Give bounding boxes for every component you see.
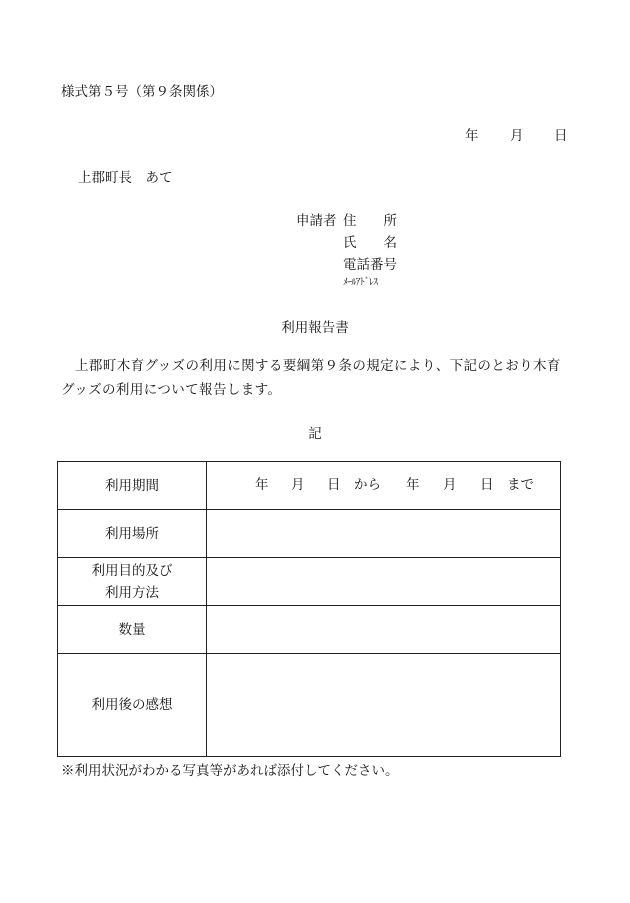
period-month2: 月 — [443, 477, 457, 493]
quantity-label: 数量 — [58, 606, 207, 654]
purpose-label-line1: 利用目的及び — [91, 562, 173, 579]
period-until: まで — [507, 477, 534, 493]
date-month: 月 — [510, 128, 524, 144]
form-number: 様式第５号（第９条関係） — [61, 84, 223, 100]
purpose-label — [58, 558, 207, 606]
email-label: ﾒｰﾙｱﾄﾞﾚｽ — [343, 277, 378, 288]
period-month1: 月 — [291, 477, 305, 493]
report-table — [57, 461, 561, 757]
period-day2: 日 — [480, 477, 494, 493]
address-label: 住 所 — [343, 213, 397, 229]
addressee: 上郡町長 あて — [78, 170, 173, 186]
quantity-row — [58, 606, 561, 654]
period-year2: 年 — [406, 477, 420, 493]
purpose-value[interactable] — [207, 558, 561, 606]
period-day1: 日 — [327, 477, 341, 493]
quantity-value[interactable] — [207, 606, 561, 654]
impression-value[interactable] — [207, 654, 561, 757]
date-day: 日 — [554, 128, 568, 144]
phone-label: 電話番号 — [343, 257, 397, 273]
place-row — [58, 510, 561, 558]
name-label: 氏 名 — [343, 235, 397, 251]
applicant-role-label: 申請者 — [296, 213, 337, 229]
period-value — [207, 462, 561, 510]
note: ※利用状況がわかる写真等があれば添付してください。 — [61, 763, 399, 779]
purpose-label-line2: 利用方法 — [105, 584, 159, 601]
period-row — [58, 462, 561, 510]
impression-label: 利用後の感想 — [58, 654, 207, 757]
place-value[interactable] — [207, 510, 561, 558]
document-title: 利用報告書 — [281, 320, 349, 336]
period-from: から — [354, 477, 381, 493]
impression-row — [58, 654, 561, 757]
period-label: 利用期間 — [58, 462, 207, 510]
purpose-row — [58, 558, 561, 606]
date-year: 年 — [465, 128, 479, 144]
body-paragraph: 上郡町木育グッズの利用に関する要綱第９条の規定により、下記のとおり木育グッズの利用について報告します。 — [61, 358, 561, 398]
place-label: 利用場所 — [58, 510, 207, 558]
ki-heading: 記 — [308, 426, 322, 442]
period-year1: 年 — [255, 477, 269, 493]
